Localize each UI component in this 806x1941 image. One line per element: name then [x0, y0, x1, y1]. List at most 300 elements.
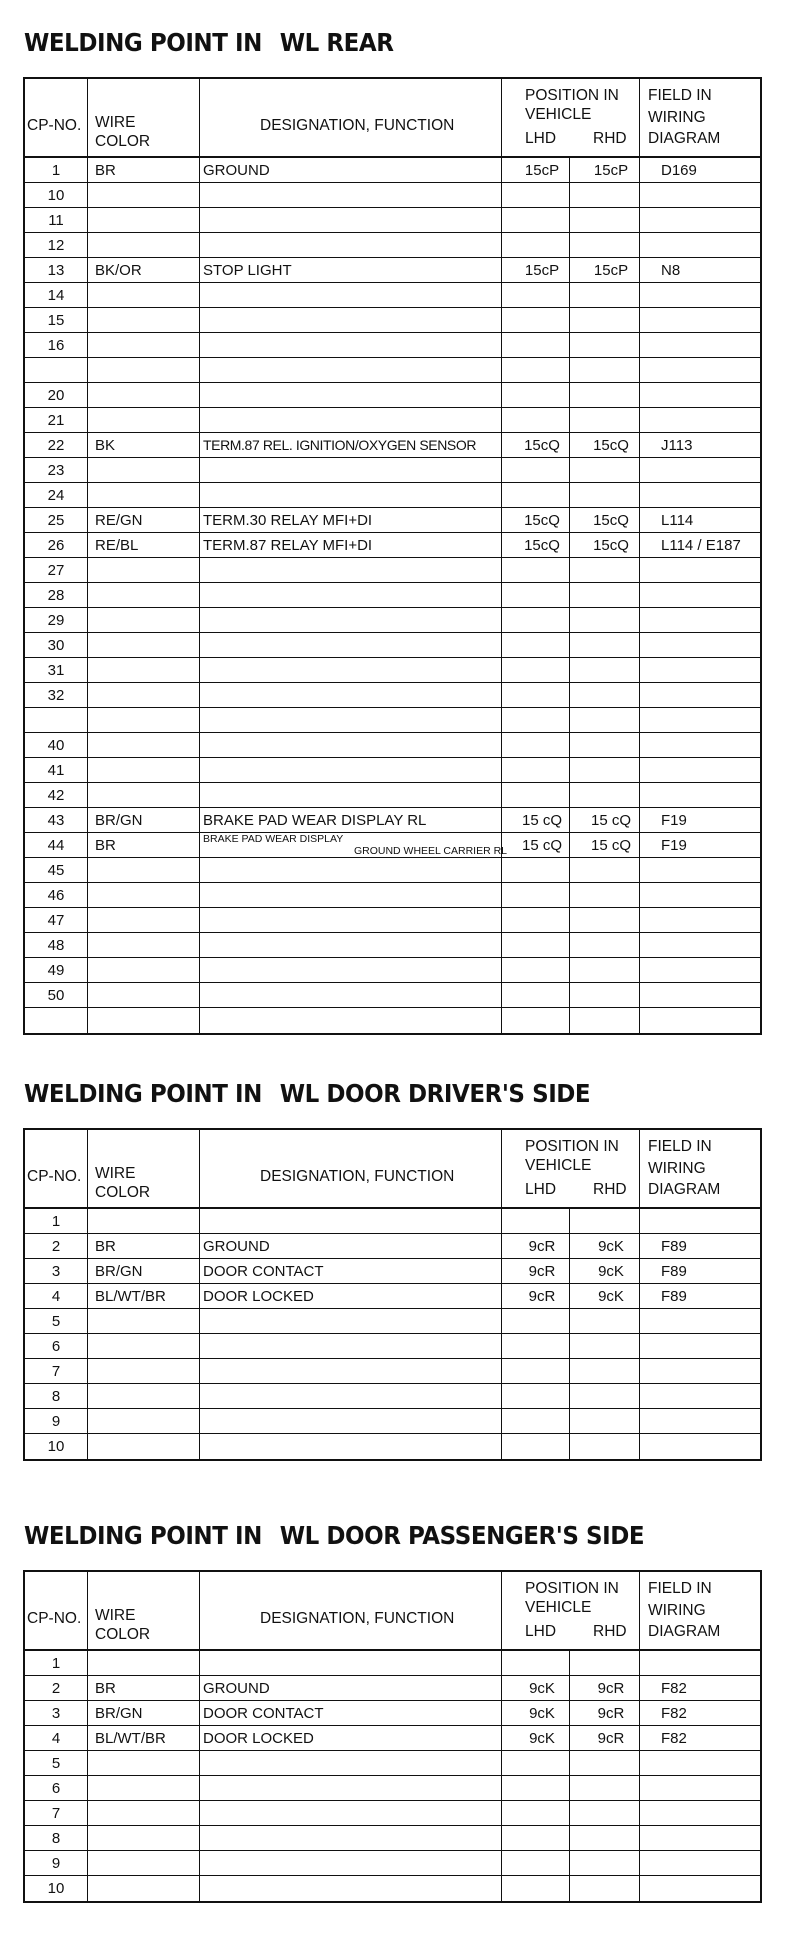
column-divider: [639, 1334, 640, 1358]
header-rhd: RHD: [593, 1623, 627, 1640]
column-divider: [199, 583, 200, 607]
table-row: [25, 1801, 760, 1826]
column-divider: [501, 79, 502, 156]
column-divider: [569, 333, 570, 357]
column-divider: [87, 683, 88, 707]
column-divider: [199, 1409, 200, 1433]
designation-cell: [203, 958, 501, 982]
lhd-position-cell: [509, 208, 575, 232]
wiring-diagram-field-cell: [661, 383, 761, 407]
column-divider: [87, 1209, 88, 1233]
table-row: [25, 1209, 760, 1234]
column-divider: [569, 1751, 570, 1775]
designation-line2: GROUND WHEEL CARRIER RL: [353, 845, 507, 857]
column-divider: [639, 733, 640, 757]
cp-no-cell: 43: [47, 812, 65, 829]
designation-cell: [203, 1876, 501, 1900]
column-divider: [501, 233, 502, 257]
lhd-position-cell: [509, 383, 575, 407]
wiring-diagram-field-cell: [661, 1359, 761, 1383]
table-row: [25, 383, 760, 408]
lhd-position-cell: [509, 1384, 575, 1408]
wire-color-cell: [95, 483, 199, 507]
wiring-diagram-field-cell: [661, 233, 761, 257]
column-divider: [87, 1334, 88, 1358]
designation-cell: [203, 933, 501, 957]
rhd-position-cell: [577, 1359, 645, 1383]
rhd-position-cell: [577, 283, 645, 307]
table-row: [25, 158, 760, 183]
designation-cell: [203, 358, 501, 382]
column-divider: [87, 1284, 88, 1308]
rhd-position-cell: [577, 358, 645, 382]
lhd-position-cell: [509, 558, 575, 582]
cp-no-cell: 11: [48, 212, 64, 229]
wire-color-cell: [95, 308, 199, 332]
rhd-position-cell: [577, 758, 645, 782]
wire-color-cell: BK/OR: [95, 262, 142, 279]
column-divider: [501, 1409, 502, 1433]
designation-cell: [203, 283, 501, 307]
section-title: [24, 28, 394, 57]
lhd-position-cell: [509, 908, 575, 932]
column-divider: [501, 983, 502, 1007]
cp-no-cell: 9: [51, 1855, 61, 1872]
column-divider: [639, 1701, 640, 1725]
rhd-position-cell: [577, 858, 645, 882]
rhd-position-cell: [577, 383, 645, 407]
column-divider: [569, 908, 570, 932]
column-divider: [639, 808, 640, 832]
wiring-diagram-field-cell: [661, 333, 761, 357]
column-divider: [569, 1676, 570, 1700]
table-row: [25, 958, 760, 983]
column-divider: [199, 1359, 200, 1383]
welding-point-table: [23, 1128, 762, 1461]
lhd-position-cell: 15cP: [524, 162, 560, 179]
column-divider: [569, 833, 570, 857]
column-divider: [639, 1751, 640, 1775]
column-divider: [501, 808, 502, 832]
column-divider: [87, 1701, 88, 1725]
wiring-diagram-field-cell: [661, 608, 761, 632]
wire-color-cell: [95, 1851, 199, 1875]
column-divider: [199, 1801, 200, 1825]
cp-no-cell: 50: [47, 987, 65, 1004]
table-row: [25, 1726, 760, 1751]
rhd-position-cell: [577, 1876, 645, 1900]
wire-color-cell: [95, 633, 199, 657]
wiring-diagram-field-cell: [661, 1776, 761, 1800]
cp-no-cell: [25, 708, 87, 732]
wiring-diagram-field-cell: [661, 483, 761, 507]
lhd-position-cell: [509, 1409, 575, 1433]
column-divider: [87, 733, 88, 757]
table-row: [25, 1334, 760, 1359]
column-divider: [569, 1409, 570, 1433]
lhd-position-cell: [509, 1209, 575, 1233]
table-row: [25, 833, 760, 858]
column-divider: [501, 783, 502, 807]
section-title-prefix: WELDING POINT IN: [24, 1079, 262, 1108]
column-divider: [87, 983, 88, 1007]
column-divider: [569, 1851, 570, 1875]
column-divider: [199, 208, 200, 232]
designation-cell: [203, 834, 509, 858]
designation-cell: [203, 583, 501, 607]
wiring-diagram-field-cell: [661, 758, 761, 782]
table-row: [25, 658, 760, 683]
column-divider: [87, 383, 88, 407]
designation-cell: GROUND: [203, 162, 270, 179]
column-divider: [87, 458, 88, 482]
table-row: [25, 1309, 760, 1334]
wiring-diagram-field-cell: [661, 1851, 761, 1875]
column-divider: [639, 1651, 640, 1675]
lhd-position-cell: 9cK: [529, 1730, 555, 1747]
column-divider: [639, 1234, 640, 1258]
column-divider: [87, 433, 88, 457]
column-divider: [87, 708, 88, 732]
rhd-position-cell: 9cR: [597, 1730, 625, 1747]
column-divider: [639, 758, 640, 782]
table-row: [25, 1359, 760, 1384]
designation-cell: [203, 1409, 501, 1433]
column-divider: [569, 658, 570, 682]
wiring-diagram-field-cell: [661, 1209, 761, 1233]
designation-cell: [203, 233, 501, 257]
wiring-diagram-field-cell: [661, 283, 761, 307]
wire-color-cell: [95, 208, 199, 232]
column-divider: [87, 1726, 88, 1750]
column-divider: [199, 233, 200, 257]
column-divider: [501, 908, 502, 932]
cp-no-cell: 7: [51, 1363, 61, 1380]
wiring-diagram-field-cell: F19: [661, 837, 687, 854]
rhd-position-cell: [577, 208, 645, 232]
column-divider: [639, 1876, 640, 1901]
wire-color-cell: [95, 1008, 199, 1032]
column-divider: [639, 258, 640, 282]
column-divider: [569, 158, 570, 182]
wiring-diagram-field-cell: F89: [661, 1238, 687, 1255]
designation-cell: STOP LIGHT: [203, 262, 292, 279]
column-divider: [199, 1572, 200, 1649]
column-divider: [569, 933, 570, 957]
cp-no-cell: 14: [47, 287, 65, 304]
table-row: [25, 608, 760, 633]
cp-no-cell: 20: [47, 387, 65, 404]
lhd-position-cell: [509, 883, 575, 907]
wire-color-cell: RE/BL: [95, 537, 139, 554]
wire-color-cell: [95, 1434, 199, 1458]
column-divider: [199, 1726, 200, 1750]
wiring-diagram-field-cell: [661, 683, 761, 707]
column-divider: [87, 1572, 88, 1649]
header-wire-color-line1: WIRE: [95, 1165, 136, 1182]
column-divider: [639, 1851, 640, 1875]
cp-no-cell: 8: [51, 1388, 61, 1405]
column-divider: [199, 833, 200, 857]
table-row: [25, 1651, 760, 1676]
rhd-position-cell: [577, 1826, 645, 1850]
wire-color-cell: [95, 1384, 199, 1408]
column-divider: [639, 858, 640, 882]
table-row: [25, 933, 760, 958]
column-divider: [87, 333, 88, 357]
column-divider: [639, 683, 640, 707]
column-divider: [639, 583, 640, 607]
cp-no-cell: 23: [47, 462, 65, 479]
rhd-position-cell: [577, 958, 645, 982]
column-divider: [199, 1876, 200, 1901]
designation-cell: [203, 383, 501, 407]
table-row: [25, 1776, 760, 1801]
rhd-position-cell: [577, 233, 645, 257]
wiring-diagram-field-cell: [661, 358, 761, 382]
wiring-diagram-field-cell: F89: [661, 1288, 687, 1305]
rhd-position-cell: [577, 908, 645, 932]
wire-color-cell: [95, 1751, 199, 1775]
column-divider: [501, 383, 502, 407]
rhd-position-cell: 15 cQ: [590, 837, 632, 854]
welding-point-table: [23, 1570, 762, 1903]
column-divider: [501, 933, 502, 957]
column-divider: [639, 358, 640, 382]
lhd-position-cell: 9cK: [529, 1705, 555, 1722]
wire-color-cell: [95, 1209, 199, 1233]
column-divider: [87, 1676, 88, 1700]
header-field-line1: FIELD IN: [648, 1580, 712, 1597]
designation-cell: BRAKE PAD WEAR DISPLAY RL: [203, 812, 427, 829]
table-row: [25, 1409, 760, 1434]
wiring-diagram-field-cell: [661, 933, 761, 957]
column-divider: [501, 583, 502, 607]
lhd-position-cell: 15cQ: [524, 437, 560, 454]
wire-color-cell: RE/GN: [95, 512, 143, 529]
column-divider: [639, 1008, 640, 1033]
rhd-position-cell: [577, 883, 645, 907]
table-row: [25, 708, 760, 733]
wiring-diagram-field-cell: [661, 858, 761, 882]
wire-color-cell: [95, 283, 199, 307]
designation-cell: [203, 983, 501, 1007]
column-divider: [501, 358, 502, 382]
cp-no-cell: 45: [47, 862, 65, 879]
rhd-position-cell: [577, 1384, 645, 1408]
cp-no-cell: 7: [51, 1805, 61, 1822]
column-divider: [87, 958, 88, 982]
table-row: [25, 633, 760, 658]
column-divider: [199, 1309, 200, 1333]
column-divider: [87, 758, 88, 782]
header-field-line2: WIRING: [648, 1160, 706, 1177]
column-divider: [501, 1751, 502, 1775]
column-divider: [639, 1726, 640, 1750]
table-row: [25, 408, 760, 433]
cp-no-cell: 49: [47, 962, 65, 979]
column-divider: [87, 408, 88, 432]
lhd-position-cell: [509, 733, 575, 757]
rhd-position-cell: [577, 783, 645, 807]
wire-color-cell: [95, 783, 199, 807]
designation-cell: [203, 1751, 501, 1775]
column-divider: [199, 1130, 200, 1207]
wire-color-cell: [95, 883, 199, 907]
lhd-position-cell: [509, 358, 575, 382]
column-divider: [501, 408, 502, 432]
column-divider: [87, 608, 88, 632]
lhd-position-cell: [509, 283, 575, 307]
lhd-position-cell: [509, 408, 575, 432]
cp-no-cell: 1: [51, 1655, 61, 1672]
wiring-diagram-field-cell: F82: [661, 1680, 687, 1697]
cp-no-cell: 27: [47, 562, 65, 579]
wire-color-cell: [95, 1359, 199, 1383]
column-divider: [199, 1826, 200, 1850]
lhd-position-cell: [509, 233, 575, 257]
table-row: [25, 1701, 760, 1726]
wiring-diagram-field-cell: [661, 658, 761, 682]
lhd-position-cell: [509, 783, 575, 807]
lhd-position-cell: [509, 983, 575, 1007]
column-divider: [199, 383, 200, 407]
column-divider: [199, 858, 200, 882]
cp-no-cell: 25: [47, 512, 65, 529]
column-divider: [501, 1651, 502, 1675]
wiring-diagram-field-cell: L114: [661, 512, 694, 529]
column-divider: [501, 633, 502, 657]
column-divider: [639, 608, 640, 632]
table-row: [25, 1826, 760, 1851]
lhd-position-cell: [509, 458, 575, 482]
rhd-position-cell: [577, 983, 645, 1007]
wiring-diagram-field-cell: [661, 1008, 761, 1032]
lhd-position-cell: [509, 1008, 575, 1032]
welding-point-table: [23, 77, 762, 1035]
wiring-diagram-field-cell: [661, 458, 761, 482]
column-divider: [569, 1008, 570, 1033]
rhd-position-cell: [577, 183, 645, 207]
rhd-position-cell: 15cP: [593, 162, 629, 179]
column-divider: [87, 558, 88, 582]
wiring-diagram-field-cell: [661, 958, 761, 982]
column-divider: [501, 1572, 502, 1649]
wire-color-cell: BR/GN: [95, 1705, 143, 1722]
lhd-position-cell: [509, 1851, 575, 1875]
designation-cell: [203, 1851, 501, 1875]
table-row: [25, 1384, 760, 1409]
table-body: [25, 1651, 760, 1901]
column-divider: [501, 758, 502, 782]
cp-no-cell: 1: [51, 162, 61, 179]
column-divider: [569, 458, 570, 482]
column-divider: [87, 858, 88, 882]
wire-color-cell: [95, 708, 199, 732]
header-position-line1: POSITION IN: [525, 1580, 619, 1597]
wiring-diagram-field-cell: [661, 883, 761, 907]
column-divider: [87, 808, 88, 832]
designation-cell: [203, 1209, 501, 1233]
designation-cell: [203, 1801, 501, 1825]
header-wire-color-line1: WIRE: [95, 1607, 136, 1624]
cp-no-cell: 5: [51, 1313, 61, 1330]
designation-cell: [203, 758, 501, 782]
column-divider: [87, 783, 88, 807]
column-divider: [569, 1309, 570, 1333]
lhd-position-cell: [509, 308, 575, 332]
rhd-position-cell: [577, 1651, 645, 1675]
cp-no-cell: 2: [51, 1680, 61, 1697]
column-divider: [199, 958, 200, 982]
table-header: [25, 1572, 760, 1651]
table-row: [25, 883, 760, 908]
wiring-diagram-field-cell: [661, 1876, 761, 1900]
column-divider: [639, 983, 640, 1007]
table-row: [25, 358, 760, 383]
column-divider: [199, 683, 200, 707]
table-row: [25, 683, 760, 708]
column-divider: [199, 79, 200, 156]
column-divider: [87, 483, 88, 507]
rhd-position-cell: 9cK: [598, 1288, 624, 1305]
cp-no-cell: 32: [47, 687, 65, 704]
cp-no-cell: 46: [47, 887, 65, 904]
column-divider: [569, 533, 570, 557]
cp-no-cell: 4: [51, 1730, 61, 1747]
header-field-line1: FIELD IN: [648, 1138, 712, 1155]
table-body: [25, 1209, 760, 1459]
wiring-diagram-field-cell: [661, 908, 761, 932]
wiring-diagram-field-cell: D169: [661, 162, 697, 179]
designation-cell: [203, 208, 501, 232]
wiring-diagram-field-cell: F82: [661, 1705, 687, 1722]
lhd-position-cell: [509, 1801, 575, 1825]
wire-color-cell: [95, 183, 199, 207]
column-divider: [569, 508, 570, 532]
column-divider: [199, 483, 200, 507]
wire-color-cell: BK: [95, 437, 116, 454]
designation-cell: [203, 858, 501, 882]
wire-color-cell: [95, 1409, 199, 1433]
lhd-position-cell: 15cP: [524, 262, 560, 279]
column-divider: [639, 958, 640, 982]
wire-color-cell: [95, 958, 199, 982]
designation-cell: DOOR CONTACT: [203, 1263, 324, 1280]
cp-no-cell: 3: [51, 1263, 61, 1280]
column-divider: [569, 358, 570, 382]
column-divider: [569, 283, 570, 307]
column-divider: [569, 808, 570, 832]
column-divider: [639, 1572, 640, 1649]
column-divider: [639, 1130, 640, 1207]
column-divider: [501, 558, 502, 582]
header-position-line2: VEHICLE: [525, 106, 592, 123]
cp-no-cell: 10: [47, 187, 65, 204]
table-row: [25, 458, 760, 483]
header-lhd: LHD: [525, 130, 557, 147]
column-divider: [569, 383, 570, 407]
column-divider: [569, 258, 570, 282]
column-divider: [639, 1259, 640, 1283]
table-body: [25, 158, 760, 1033]
column-divider: [199, 1259, 200, 1283]
wiring-diagram-field-cell: [661, 208, 761, 232]
header-wire-color-line2: COLOR: [95, 1626, 151, 1643]
designation-cell: TERM.87 REL. IGNITION/OXYGEN SENSOR: [203, 437, 477, 453]
column-divider: [501, 1234, 502, 1258]
designation-cell: [203, 333, 501, 357]
